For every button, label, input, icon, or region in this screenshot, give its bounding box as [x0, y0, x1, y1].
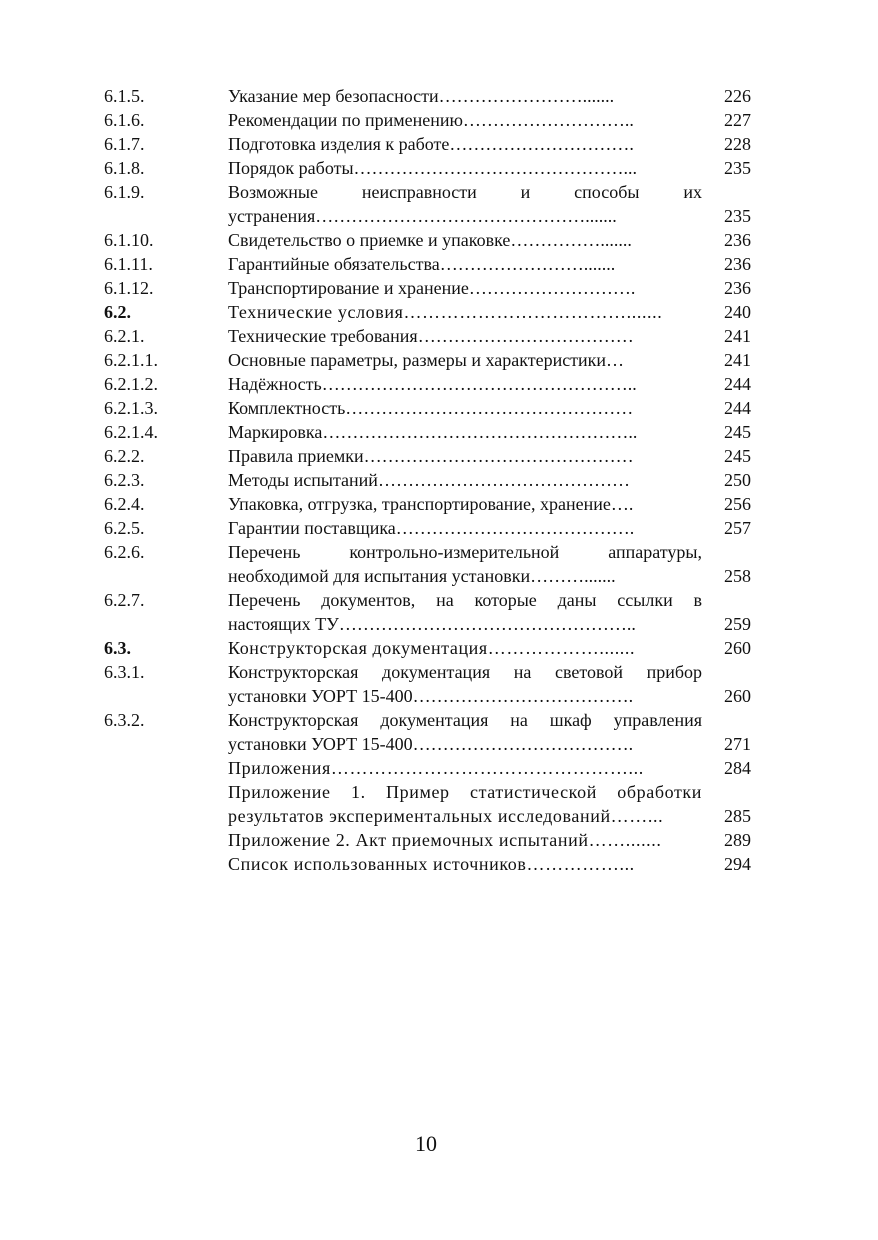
section-title: Методы испытаний…………………………………… — [228, 470, 630, 490]
toc-entry-line[interactable] — [104, 180, 764, 204]
page-ref: 227 — [724, 110, 751, 130]
page-ref: 259 — [724, 614, 751, 634]
toc-entry-line[interactable] — [104, 492, 764, 516]
section-title: Технические требования……………………………… — [228, 326, 634, 346]
page-ref: 260 — [724, 686, 751, 706]
section-title: Список использованных источников……………... — [228, 854, 635, 874]
section-number: 6.1.5. — [104, 86, 145, 106]
section-title: Конструкторская документация на шкаф управления — [228, 710, 702, 730]
page-number: 10 — [415, 1131, 437, 1156]
section-title: установки УОРТ 15-400………………………………. — [228, 686, 634, 706]
toc-entry-line[interactable] — [104, 204, 764, 228]
section-number: 6.3.1. — [104, 662, 145, 682]
page-ref: 284 — [724, 758, 751, 778]
section-title: Правила приемки……………………………………… — [228, 446, 634, 466]
section-title: Транспортирование и хранение………………………. — [228, 278, 636, 298]
section-number: 6.3. — [104, 638, 131, 658]
page-ref: 240 — [724, 302, 751, 322]
section-number: 6.1.10. — [104, 230, 154, 250]
section-number: 6.1.9. — [104, 182, 145, 202]
page-ref: 241 — [724, 350, 751, 370]
toc-entry-line[interactable] — [104, 804, 764, 828]
toc-entry-line[interactable] — [104, 228, 764, 252]
section-number: 6.2.1.3. — [104, 398, 158, 418]
section-number: 6.1.11. — [104, 254, 153, 274]
page-ref: 228 — [724, 134, 751, 154]
section-title: необходимой для испытания установки………....... — [228, 566, 616, 586]
section-number: 6.1.8. — [104, 158, 145, 178]
section-number: 6.2.5. — [104, 518, 145, 538]
section-title: результатов экспериментальных исследований……... — [228, 806, 664, 826]
section-number: 6.2.1.2. — [104, 374, 158, 394]
page-ref: 256 — [724, 494, 751, 514]
toc-entry-line[interactable] — [104, 300, 764, 324]
page-ref: 258 — [724, 566, 751, 586]
section-title: Свидетельство о приемке и упаковке……………....... — [228, 230, 632, 250]
page-ref: 285 — [724, 806, 751, 826]
section-title: Приложение 2. Акт приемочных испытаний……....... — [228, 830, 662, 850]
toc-entry-line[interactable] — [104, 132, 764, 156]
section-number: 6.2. — [104, 302, 131, 322]
toc-entry-line[interactable] — [104, 444, 764, 468]
toc-entry-line[interactable] — [104, 276, 764, 300]
section-number: 6.2.6. — [104, 542, 145, 562]
section-title: Перечень контрольно-измерительной аппаратуры, — [228, 542, 702, 562]
toc-entry-line[interactable] — [104, 684, 764, 708]
page-ref: 244 — [724, 398, 751, 418]
toc-entry-line[interactable] — [104, 612, 764, 636]
section-title: Основные параметры, размеры и характеристики… — [228, 350, 625, 370]
section-title: Комплектность………………………………………… — [228, 398, 634, 418]
section-title: Указание мер безопасности……………………....... — [228, 86, 615, 106]
section-title: Приложение 1. Пример статистической обработки — [228, 782, 702, 802]
page-ref: 226 — [724, 86, 751, 106]
section-number: 6.2.1.1. — [104, 350, 158, 370]
toc-entry-line[interactable] — [104, 252, 764, 276]
toc-entry-line[interactable] — [104, 84, 764, 108]
toc-entry-line[interactable] — [104, 420, 764, 444]
toc-entry-line[interactable] — [104, 372, 764, 396]
section-title: Перечень документов, на которые даны ссылки в — [228, 590, 702, 610]
section-title: устранения………………………………………....... — [228, 206, 617, 226]
page-ref: 245 — [724, 422, 751, 442]
page-ref: 236 — [724, 230, 751, 250]
table-of-contents — [104, 84, 764, 876]
page-ref: 241 — [724, 326, 751, 346]
toc-entry-line[interactable] — [104, 780, 764, 804]
section-title: Приложения…………………………………………... — [228, 758, 644, 778]
toc-entry-line[interactable] — [104, 516, 764, 540]
page-ref: 260 — [724, 638, 751, 658]
section-title: Конструкторская документация………………....... — [228, 638, 636, 658]
section-title: настоящих ТУ………………………………………….. — [228, 614, 636, 634]
toc-entry-line[interactable] — [104, 468, 764, 492]
toc-entry-line[interactable] — [104, 324, 764, 348]
section-number: 6.2.2. — [104, 446, 145, 466]
section-number: 6.1.7. — [104, 134, 145, 154]
page-ref: 235 — [724, 158, 751, 178]
toc-entry-line[interactable] — [104, 852, 764, 876]
toc-entry-line[interactable] — [104, 636, 764, 660]
section-title: Маркировка…………………………………………….. — [228, 422, 638, 442]
toc-entry-line[interactable] — [104, 540, 764, 564]
section-number: 6.1.12. — [104, 278, 154, 298]
section-title: Гарантии поставщика…………………………………. — [228, 518, 635, 538]
page-ref: 271 — [724, 734, 751, 754]
toc-entry-line[interactable] — [104, 396, 764, 420]
section-number: 6.2.7. — [104, 590, 145, 610]
section-number: 6.2.3. — [104, 470, 145, 490]
page-ref: 250 — [724, 470, 751, 490]
section-title: Рекомендации по применению……………………….. — [228, 110, 634, 130]
section-number: 6.2.1.4. — [104, 422, 158, 442]
toc-entry-line[interactable] — [104, 564, 764, 588]
toc-entry-line[interactable] — [104, 756, 764, 780]
toc-entry-line[interactable] — [104, 708, 764, 732]
toc-entry-line[interactable] — [104, 156, 764, 180]
toc-entry-line[interactable] — [104, 660, 764, 684]
section-number: 6.2.1. — [104, 326, 145, 346]
section-title: установки УОРТ 15-400………………………………. — [228, 734, 634, 754]
section-title: Упаковка, отгрузка, транспортирование, хранение…. — [228, 494, 634, 514]
section-title: Подготовка изделия к работе…………………………. — [228, 134, 634, 154]
section-title: Конструкторская документация на световой прибор — [228, 662, 702, 682]
section-title: Надёжность…………………………………………….. — [228, 374, 637, 394]
page-ref: 236 — [724, 254, 751, 274]
page-ref: 236 — [724, 278, 751, 298]
toc-entry-line[interactable] — [104, 108, 764, 132]
section-number: 6.1.6. — [104, 110, 145, 130]
toc-entry-line[interactable] — [104, 828, 764, 852]
section-number: 6.3.2. — [104, 710, 145, 730]
section-title: Технические условия………………………………....... — [228, 302, 663, 322]
section-number: 6.2.4. — [104, 494, 145, 514]
section-title: Возможные неисправности и способы их — [228, 182, 702, 202]
page-ref: 294 — [724, 854, 751, 874]
toc-entry-line[interactable] — [104, 732, 764, 756]
section-title: Гарантийные обязательства……………………....... — [228, 254, 616, 274]
page-ref: 245 — [724, 446, 751, 466]
toc-entry-line[interactable] — [104, 588, 764, 612]
page-ref: 257 — [724, 518, 751, 538]
section-title: Порядок работы………………………………………... — [228, 158, 638, 178]
page-ref: 244 — [724, 374, 751, 394]
page-ref: 235 — [724, 206, 751, 226]
page-ref: 289 — [724, 830, 751, 850]
toc-entry-line[interactable] — [104, 348, 764, 372]
